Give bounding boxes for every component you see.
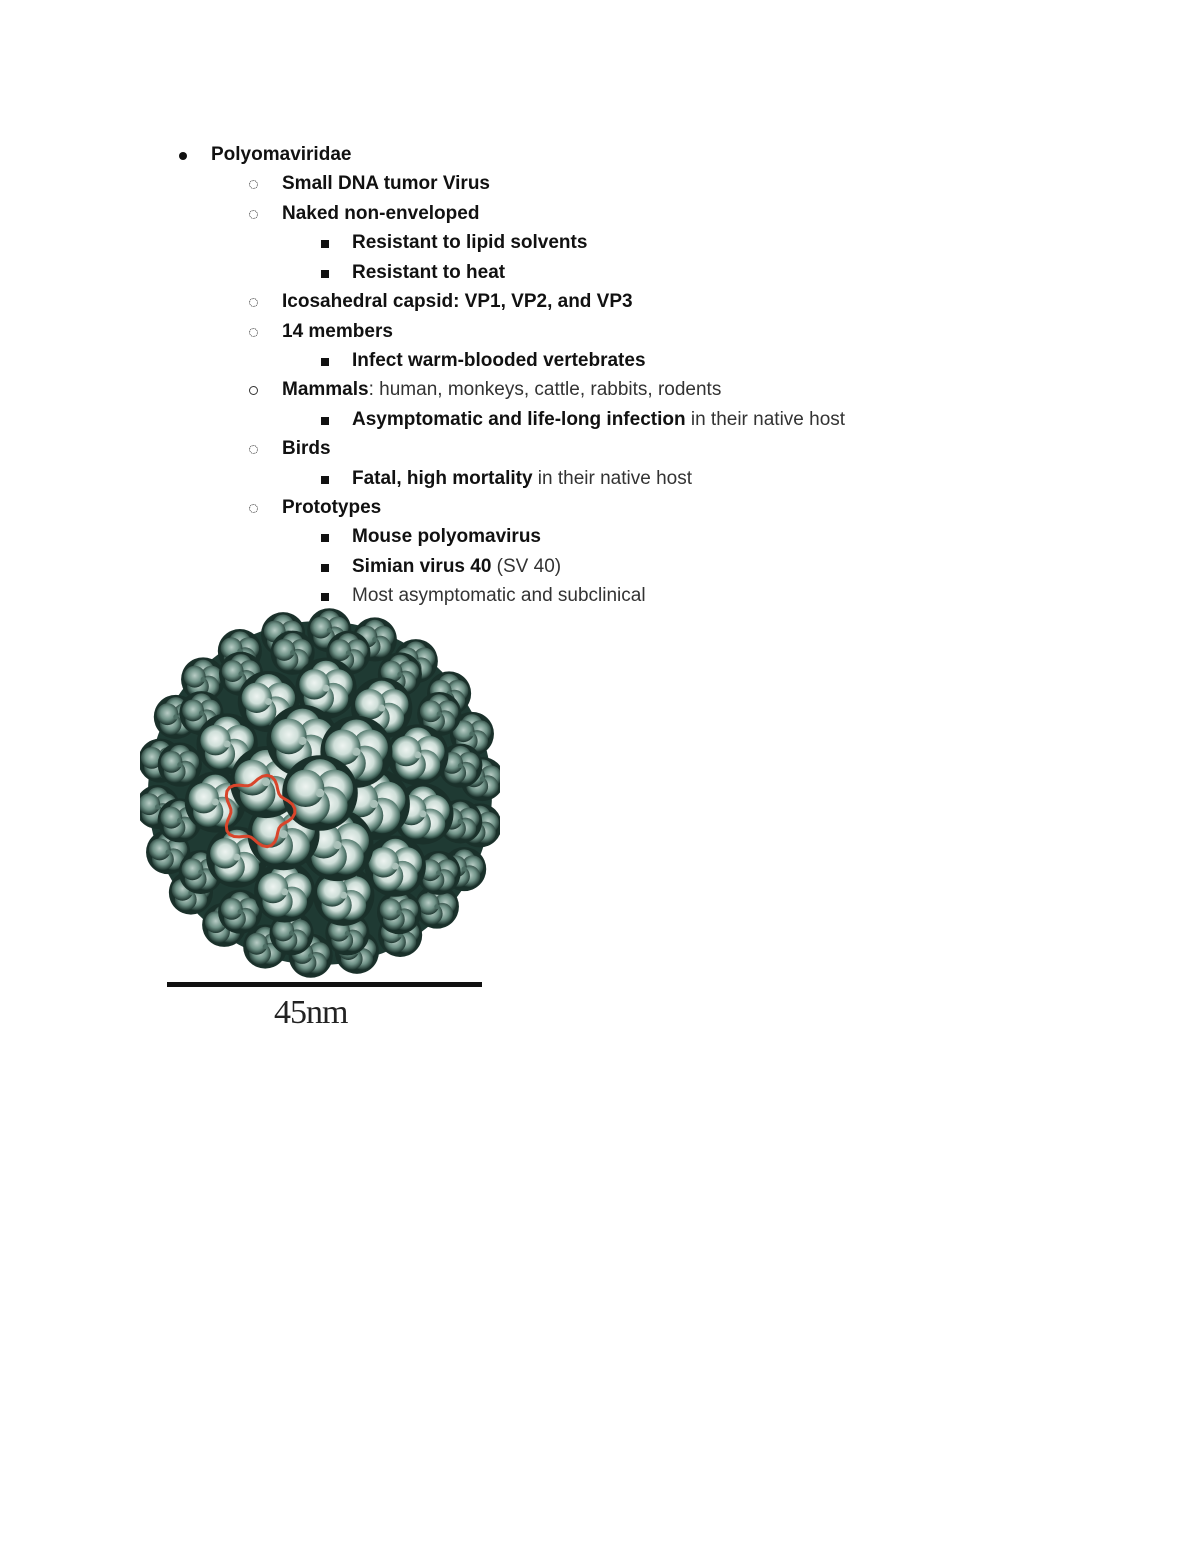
square-bullet-icon: [315, 582, 335, 610]
square-bullet-icon: [315, 553, 335, 581]
circle-bullet-icon: [243, 170, 263, 198]
circle-bullet-icon: [243, 318, 263, 346]
circle-bullet-icon: [243, 288, 263, 316]
square-bullet-icon: [315, 229, 335, 257]
square-bullet-icon: [315, 406, 335, 434]
circle-bullet-icon: [243, 200, 263, 228]
capsid-illustration: [140, 608, 500, 978]
circle-bullet-icon: [243, 435, 263, 463]
capsomer: [365, 836, 426, 897]
scale-label: 45nm: [274, 994, 348, 1031]
square-bullet-icon: [315, 523, 335, 551]
circle-bullet-icon: [243, 376, 263, 404]
polyomavirus-capsid-figure: [140, 608, 500, 1038]
square-bullet-icon: [315, 347, 335, 375]
scale-bar: [167, 982, 482, 987]
square-bullet-icon: [315, 259, 335, 287]
capsomer: [377, 890, 421, 934]
list-title: Polyomaviridae: [211, 144, 352, 165]
bullet-icon: [173, 141, 193, 169]
capsomer: [282, 755, 358, 831]
circle-bullet-icon: [243, 494, 263, 522]
square-bullet-icon: [315, 465, 335, 493]
